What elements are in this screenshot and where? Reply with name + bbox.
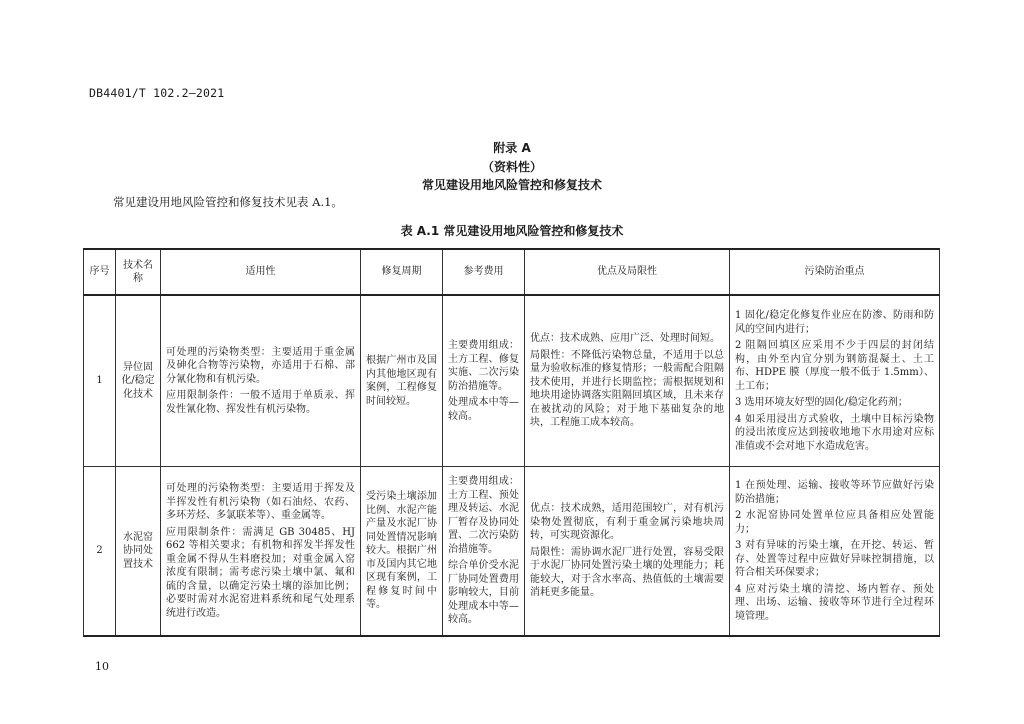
pros: 优点：技术成熟，适用范围较广，对有机污染物处置彻底，有利于重金属污染地块周转，可实现资源化。 (530, 503, 724, 542)
cell-focus (730, 295, 940, 467)
cost-level: 处理成本中等—较高。 (448, 397, 519, 422)
header-cost: 参考费用 (443, 249, 525, 295)
focus-item: 1 在预处理、运输、接收等环节应做好污染防治措施； (735, 480, 934, 505)
focus-item: 4 应对污染土壤的清挖、场内暂存、预处理、出场、运输、接收等环节进行全过程环境管理。 (735, 583, 934, 622)
table-header-row (84, 249, 940, 295)
cell-applicability (161, 295, 361, 467)
appendix-nature: （资料性） (481, 160, 542, 174)
focus-item: 3 对有异味的污染土壤，在开挖、转运、暂存、处置等过程中应做好异味控制措施，以符合相关环保要求； (735, 540, 934, 578)
technology-table (83, 248, 940, 637)
cell-no: 1 (84, 295, 116, 467)
cons: 局限性：不降低污染物总量，不适用于以总量为验收标准的修复情形；一般需配合阻隔技术使用，并进行长期监控；需根据规划和地块用途协调落实阻隔回填区域，且未来存在被扰动的风险；对于地下基础复杂的地块，工程施工成本较高。 (530, 349, 724, 429)
cell-name: 水泥窑协同处置技术 (116, 467, 161, 637)
cell-pros-cons (525, 467, 730, 637)
intro-paragraph: 常见建设用地风险管控和修复技术见表 A.1。 (113, 195, 343, 209)
applicability-limits: 应用限制条件：一般不适用于单质汞、挥发性氰化物、挥发性有机污染物。 (166, 390, 355, 415)
cell-applicability (161, 467, 361, 637)
cost-composition: 主要费用组成：土方工程、修复实施、二次污染防治措施等。 (448, 340, 519, 392)
cell-period: 受污染土壤添加比例、水泥产能产量及水泥厂协同处置情况影响较大。根据广州市及国内其它地区现有案例，工程修复时间中等。 (361, 467, 443, 637)
applicability-limits: 应用限制条件：需满足 GB 30485、HJ 662 等相关要求；有机物和挥发半挥发性重金属不得从生料磨投加；对重金属入窑浓度有限制；需考虑污染土壤中氯、氟和硫的含量，以确定污染土壤的添加比例；必要时需对水泥窑进料系统和尾气处理系统进行改造。 (166, 526, 355, 619)
appendix-title: 常见建设用地风险管控和修复技术 (421, 178, 602, 192)
cost-composition: 主要费用组成：土方工程、预处理及转运、水泥厂暂存及协同处置、二次污染防治措施等。 (448, 476, 519, 555)
cons: 局限性：需协调水泥厂进行处置，容易受限于水泥厂协同处置污染土壤的处理能力；耗能较大，对于含水率高、热值低的土壤需要消耗更多能量。 (530, 546, 724, 599)
header-name: 技术名称 (116, 249, 161, 295)
cell-no: 2 (84, 467, 116, 637)
focus-item: 1 固化/稳定化修复作业应在防渗、防雨和防风的空间内进行； (735, 310, 934, 335)
table-title: 表 A.1 常见建设用地风险管控和修复技术 (400, 224, 624, 238)
focus-item: 2 水泥窑协同处置单位应具备相应处置能力； (735, 510, 934, 535)
pros: 优点：技术成熟、应用广泛、处理时间短。 (530, 333, 720, 345)
cost-level: 综合单价受水泥厂协同处置费用影响较大，目前处理成本中等—较高。 (448, 560, 519, 626)
applicability-types: 可处理的污染物类型：主要适用于挥发及半挥发性有机污染物（如石油烃、农药、多环芳烃、多氯联苯等）、重金属等。 (166, 483, 355, 521)
table-row (84, 295, 940, 467)
focus-item: 4 如采用浸出方式验收，土壤中目标污染物的浸出浓度应达到接收地地下水用途对应标准值或不会对地下水造成危害。 (735, 413, 934, 452)
cell-cost (443, 467, 525, 637)
applicability-types: 可处理的污染物类型：主要适用于重金属及砷化合物等污染物，亦适用于石棉、部分氰化物和有机污染。 (166, 346, 355, 385)
header-applicability: 适用性 (161, 249, 361, 295)
cell-period: 根据广州市及国内其他地区现有案例，工程修复时间较短。 (361, 295, 443, 467)
cell-name: 异位固化/稳定化技术 (116, 295, 161, 467)
cell-focus (730, 467, 940, 637)
header-period: 修复周期 (361, 249, 443, 295)
focus-item: 3 选用环境友好型的固化/稳定化药剂； (735, 397, 908, 408)
header-pros-cons: 优点及局限性 (525, 249, 730, 295)
header-no: 序号 (84, 249, 116, 295)
focus-item: 2 阻隔回填区应采用不少于四层的封闭结构，由外至内宜分别为钢筋混凝土、土工布、HDPE 膜（厚度一般不低于 1.5mm）、土工布； (735, 340, 934, 392)
page-number: 10 (95, 660, 109, 673)
header-focus: 污染防治重点 (730, 249, 940, 295)
table-row (84, 467, 940, 637)
appendix-label: 附录 A (493, 141, 531, 155)
cell-cost (443, 295, 525, 467)
cell-pros-cons (525, 295, 730, 467)
standard-code: DB4401/T 102.2—2021 (89, 86, 225, 100)
